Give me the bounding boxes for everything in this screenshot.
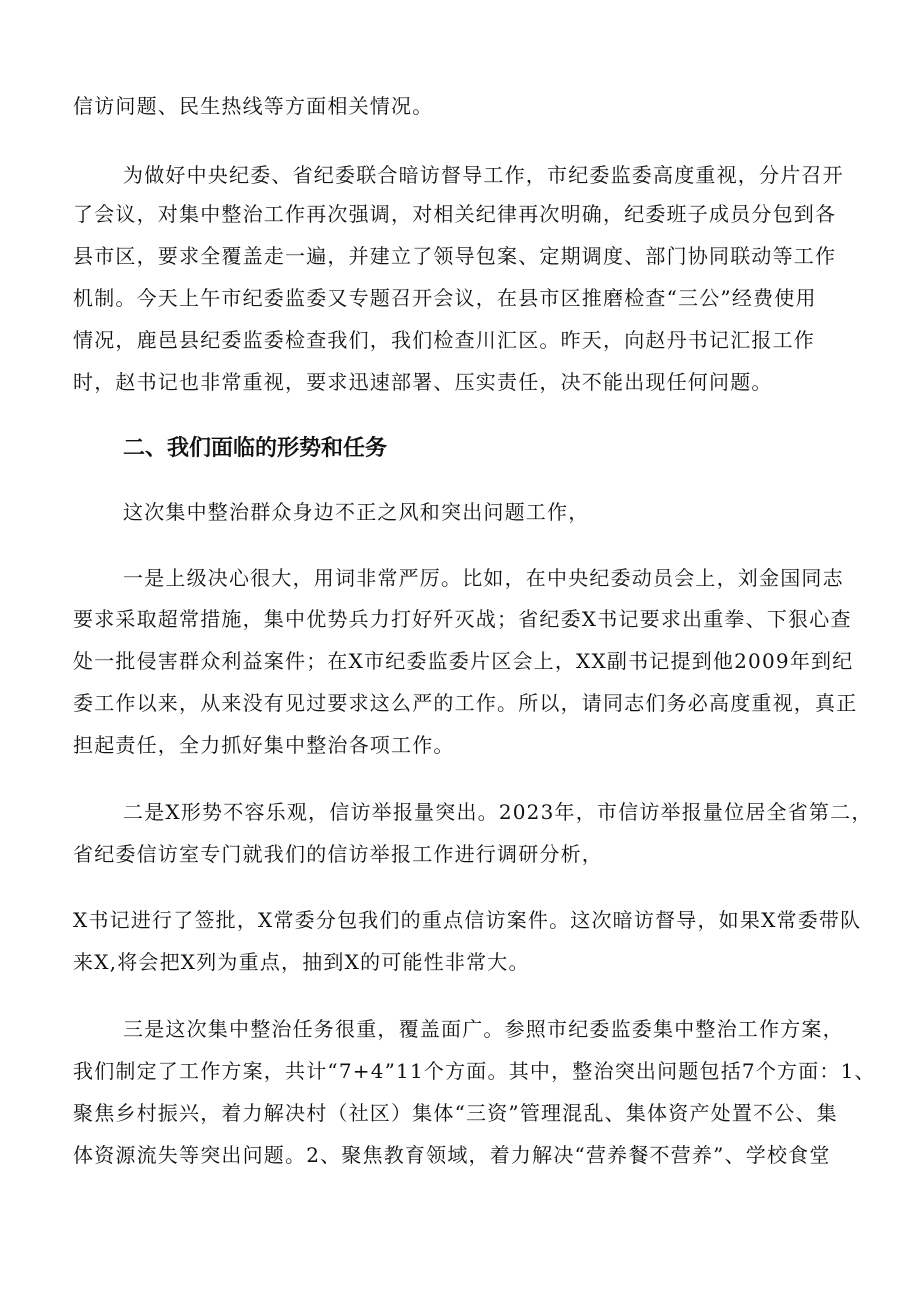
para3-line-3: 处一批侵害群众利益案件；在X市纪委监委片区会上，XX副书记提到他2009年到纪 <box>73 649 854 673</box>
para6-line-1: 三是这次集中整治任务很重，覆盖面广。参照市纪委监委集中整治工作方案， <box>123 1017 844 1041</box>
para1-line-6: 时，赵书记也非常重视，要求迅速部署、压实责任，决不能出现任何问题。 <box>73 370 773 394</box>
para3-line-5: 担起责任，全力抓好集中整治各项工作。 <box>73 733 455 757</box>
para4-line-2: 省纪委信访室专门就我们的信访举报工作进行调研分析， <box>73 842 603 866</box>
para6-line-4: 体资源流失等突出问题。2、聚焦教育领域，着力解决“营养餐不营养”、学校食堂 <box>73 1143 831 1167</box>
para6-line-3: 聚焦乡村振兴，着力解决村（社区）集体“三资”管理混乱、集体资产处置不公、集 <box>73 1101 838 1125</box>
para1-line-2: 了会议，对集中整治工作再次强调，对相关纪律再次明确，纪委班子成员分包到各 <box>73 202 837 226</box>
intro-line-1: 信访问题、民生热线等方面相关情况。 <box>73 94 434 118</box>
para3-line-1: 一是上级决心很大，用词非常严厉。比如，在中央纪委动员会上，刘金国同志 <box>123 566 844 590</box>
para4-line-1: 二是X形势不容乐观，信访举报量突出。2023年，市信访举报量位居全省第二， <box>123 800 873 824</box>
para1-line-5: 情况，鹿邑县纪委监委检查我们，我们检查川汇区。昨天，向赵丹书记汇报工作 <box>73 328 815 352</box>
para1-line-3: 县市区，要求全覆盖走一遍，并建立了领导包案、定期调度、部门协同联动等工作 <box>73 244 837 268</box>
section-heading: 二、我们面临的形势和任务 <box>123 436 388 461</box>
para5-line-1: X书记进行了签批，X常委分包我们的重点信访案件。这次暗访督导，如果X常委带队 <box>73 908 862 932</box>
para1-line-1: 为做好中央纪委、省纪委联合暗访督导工作，市纪委监委高度重视，分片召开 <box>123 163 844 187</box>
para5-line-2: 来X,将会把X列为重点，抽到X的可能性非常大。 <box>73 950 530 974</box>
para6-line-2: 我们制定了工作方案，共计“7+4”11个方面。其中，整治突出问题包括7个方面：1、 <box>73 1059 876 1083</box>
para1-line-4: 机制。今天上午市纪委监委又专题召开会议，在县市区推磨检查“三公”经费使用 <box>73 286 817 310</box>
para3-line-4: 委工作以来，从来没有见过要求这么严的工作。所以，请同志们务必高度重视，真正 <box>73 691 858 715</box>
para2-line-1: 这次集中整治群众身边不正之风和突出问题工作， <box>123 500 590 524</box>
para3-line-2: 要求采取超常措施，集中优势兵力打好歼灭战；省纪委X书记要求出重拳、下狠心查 <box>73 607 852 631</box>
